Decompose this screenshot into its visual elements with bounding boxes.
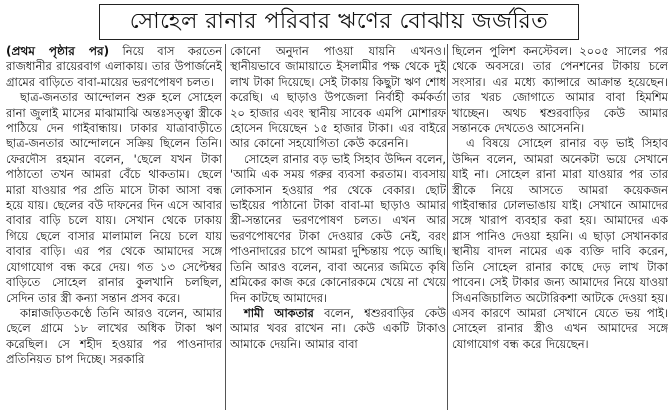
continuation-label: (প্রথম পৃষ্ঠার পর) <box>6 44 110 58</box>
paragraph: কান্নাজড়িতকণ্ঠে তিনি আরও বলেন, আমার ছেলে গ্রামে ১৮ লাখের অধিক টাকা ঋণ করেছিল। সে শহীদ হওয়ার পর পাওনাদার প্রতিনিয়ত চাপ দিচ্ছে। সরকারি <box>6 305 222 367</box>
paragraph-text: নিয়ে বাস করতেন রাজধানীর রায়েরবাগ এলাকায়। তার উপার্জনেই গ্রামের বাড়িতে বাবা-মায়ের ভরণপোষণ চলত। <box>6 44 222 89</box>
paragraph <box>230 306 446 352</box>
article-headline: সোহেল রানার পরিবার ঋণের বোঝায় জর্জরিত <box>129 8 549 34</box>
paragraph: এ বিষয়ে সোহেল রানার বড় ভাই সিহাব উদ্দিন বলেন, আমরা অনেকটা ভয়ে সেখানে যাই না। সোহেল রানা মারা যাওয়ার পর তার স্ত্রীকে নিয়ে আসতে আমরা কয়েকজন গাইবান্ধার ঢোলভাঙায় যাই। সেখানে আমাদের সঙ্গে খারাপ ব্যবহার করা হয়। আমাদের এক গ্লাস পানিও দেওয়া হয়নি। এ ছাড়া সেখানকার স্থানীয় বাদল নামের এক ব্যক্তি দাবি করেন, তিনি সোহেল রানার কাছে দেড় লাখ টাকা পাবেন। সেই টাকার জন্য আমাদের নিয়ে যাওয়া সিএনজিচালিত অটোরিকশা আটকে দেওয়া হয়। এসব কারণে আমরা সেখানে যেতে ভয় পাই। সোহেল রানার স্ত্রীও এখন আমাদের সঙ্গে যোগাযোগ বন্ধ করে দিয়েছেন। <box>452 136 668 351</box>
paragraph: সোহেল রানার বড় ভাই সিহাব উদ্দিন বলেন, 'আমি এক সময় গরুর ব্যবসা করতাম। ব্যবসায় লোকসান হওয়ার পর থেকে বেকার। ছোট ভাইয়ের পাঠানো টাকা বাবা-মা ছাড়াও আমার স্ত্রী-সন্তানের ভরণপোষণ চলত। এখন আর ভরণপোষণের টাকা দেওয়ার কেউ নেই, বরং পাওনাদারের চাপে আমরা দুশ্চিন্তায় পড়ে আছি। তিনি আরও বলেন, বাবা অন্যের জমিতে কৃষি শ্রমিকের কাজ করে কোনোরকমে খেয়ে না খেয়ে দিন কাটছে আমাদের। <box>230 151 446 305</box>
paragraph-text: বলেন, শ্বশুরবাড়ির কেউ আমার খবর রাখেন না। কেউ একটি টাকাও আমাকে দেয়নি। আমার বাবা <box>230 305 446 351</box>
paragraph: ছাত্র-জনতার আন্দোলন শুরু হলে সোহেল রানা জুলাই মাসের মাঝামাঝি অন্তঃসত্ত্বা স্ত্রীকে পাঠিয়ে দেন গাইবান্ধায়। ঢাকার যাত্রাবাড়ীতে ছাত্র-জনতার আন্দোলনে সক্রিয় ছিলেন তিনি। ফেরদৌস রহমান বলেন, 'ছেলে যখন টাকা পাঠাতো তখন আমরা বেঁচে থাকতাম। ছেলে মারা যাওয়ার পর প্রতি মাসে টাকা আসা বন্ধ হয়ে যায়। ছেলের বউ দাফনের দিন এসে আবার বাবার বাড়ি চলে যায়। সেখান থেকে ঢাকায় গিয়ে ছেলে বাসার মালামাল নিয়ে চলে যায় বাবার বাড়ি। এর পর থেকে আমাদের সঙ্গে যোগাযোগ বন্ধ করে দেয়। গত ১৩ সেপ্টেম্বর বাড়িতে সোহেল রানার কুলখানি চলছিল, সেদিন তার স্ত্রী কন্যা সন্তান প্রসব করে। <box>6 90 222 305</box>
headline-box <box>99 4 579 40</box>
paragraph: ছিলেন পুলিশ কনস্টেবল। ২০০৫ সালের পর থেকে অবসরে। তার পেনশনের টাকায় চলে সংসার। এর মধ্যে ক্যান্সারে আক্রান্ত হয়েছেন। তার খরচ জোগাতে আমার বাবা হিমশিম খাচ্ছেন। অথচ শ্বশুরবাড়ির কেউ আমার সন্তানকে দেখতেও আসেননি। <box>452 44 668 136</box>
paragraph <box>6 44 222 90</box>
column-1 <box>6 44 222 413</box>
column-divider <box>225 44 226 410</box>
column-3 <box>452 44 668 413</box>
column-2 <box>230 44 446 413</box>
speaker-name: শামী আকতার <box>244 305 314 320</box>
paragraph: কোনো অনুদান পাওয়া যায়নি এখনও। স্থানীয়ভাবে জামায়াতে ইসলামীর পক্ষ থেকে দুই লাখ টাকা দিয়েছে। সেই টাকায় কিছুটা ঋণ শোধ করেছি। এ ছাড়াও উপজেলা নির্বাহী কর্মকর্তা ২০ হাজার এবং স্থানীয় সাবেক এমপি মোশারফ হোসেন দিয়েছেন ১৫ হাজার টাকা। এর বাইরে আর কোনো সহযোগিতা কেউ করেননি। <box>230 44 446 151</box>
column-divider <box>447 44 448 410</box>
